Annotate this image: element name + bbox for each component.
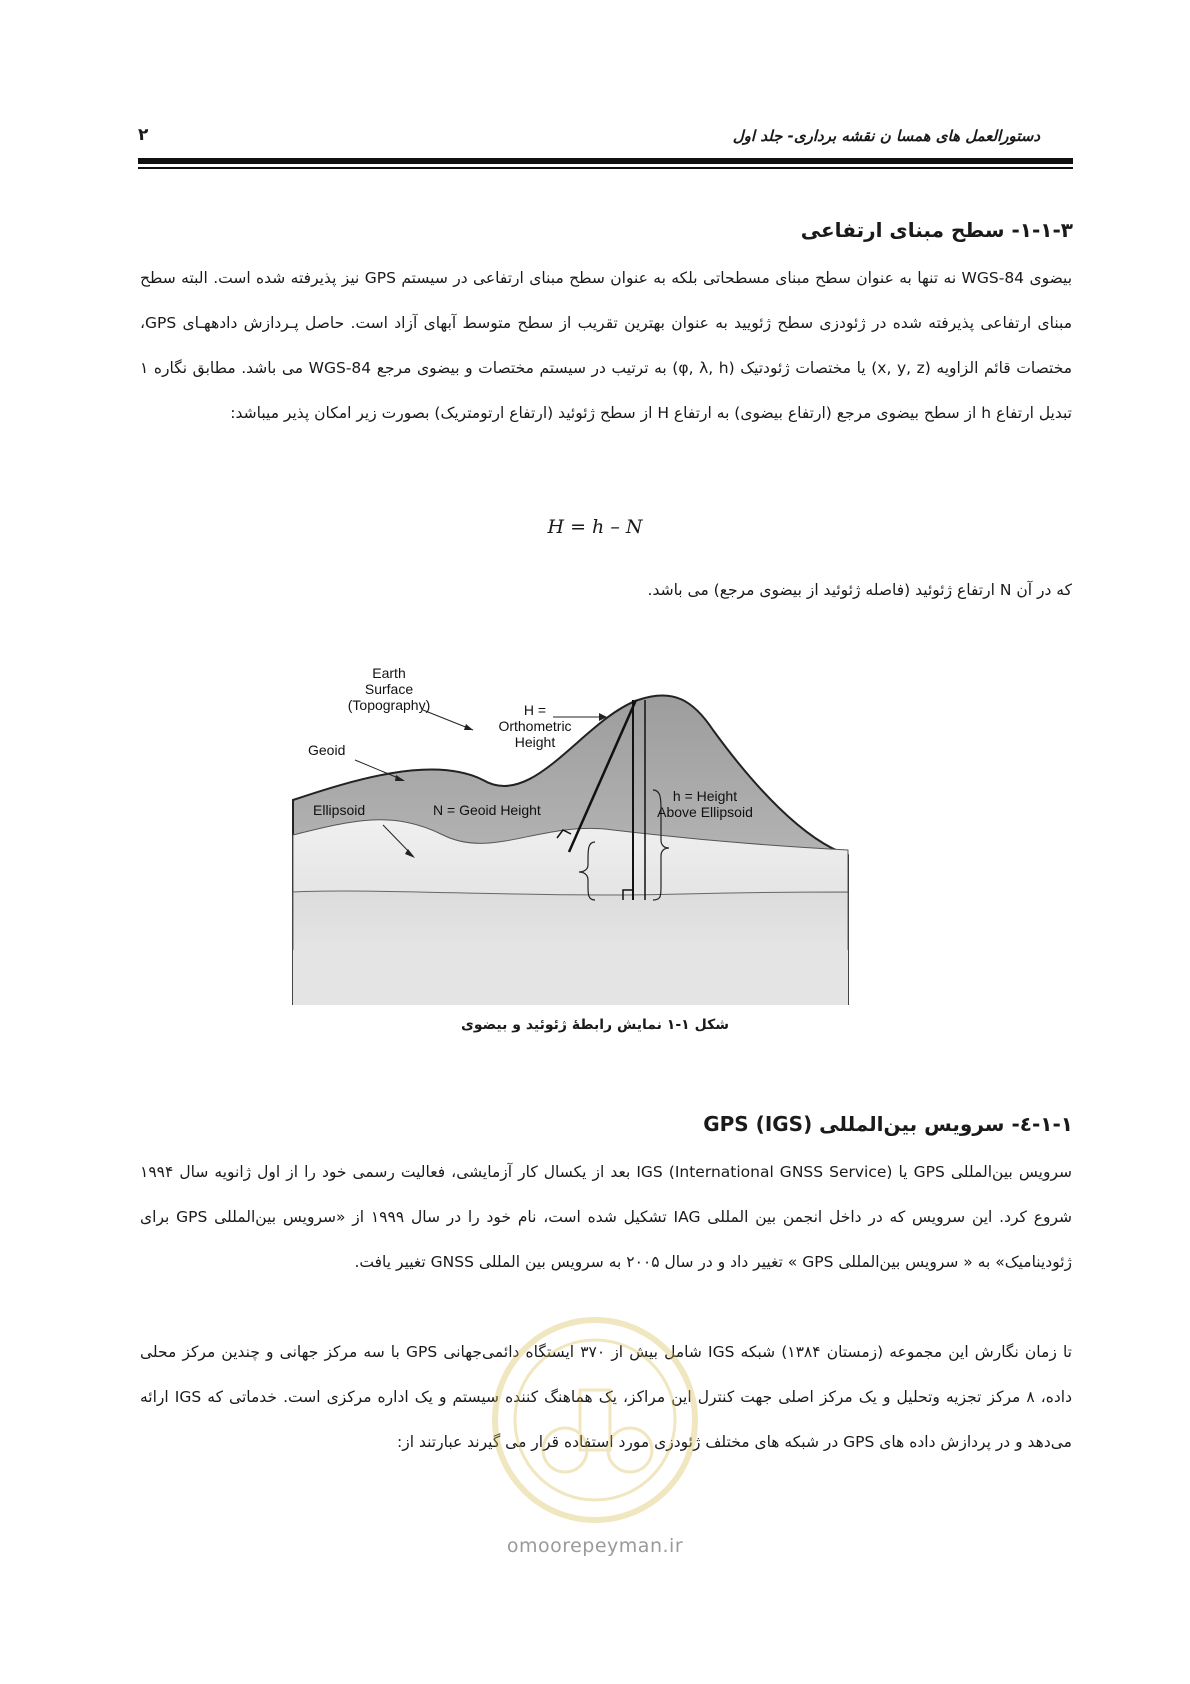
header-rule-thick xyxy=(138,158,1073,164)
geoid-ellipsoid-diagram xyxy=(283,660,880,1005)
section-heading-igs: ۱-۱-٤- سرویس بین‌المللی GPS (IGS) xyxy=(703,1112,1073,1136)
label-orthometric: Orthometric xyxy=(498,718,572,734)
section1-paragraph: بیضوی WGS-84 نه تنها به عنوان سطح مبنای مسطحاتی بلکه به عنوان سطح مبنای ارتفاعی در سیستم GPS نیز پذیرفته شده است. البته سطح مبنای ارتفاعی پذیرفته شده در ژئودزی سطح ژئویید به عنوان بهترین تقریب از سطح متوسط آبهای آزاد است. حاصل پـردازش دادههـای GPS، مختصات قائم الزاویه (x, y, z) یا مختصات ژئودتیک (φ, λ, h) به ترتیب در سیستم مختصات و بیضوی مرجع WGS-84 می باشد. مطابق نگاره ۱ تبدیل ارتفاع h از سطح بیضوی مرجع (ارتفاع بیضوی) به ارتفاع H از سطح ژئوئید (ارتفاع ارتومتریک) بصورت زیر امکان پذیر میباشد: xyxy=(140,269,1073,422)
label-height: Height xyxy=(514,734,556,750)
label-ellipsoid: Ellipsoid xyxy=(313,802,366,818)
label-surface: Surface xyxy=(364,681,414,697)
label-h-equals: H = xyxy=(523,702,547,718)
label-geoid-height: N = Geoid Height xyxy=(433,802,541,818)
label-above-ellipsoid: Above Ellipsoid xyxy=(657,804,753,820)
header-rule-thin xyxy=(138,167,1073,169)
page-number: ۲ xyxy=(138,125,149,145)
formula-explanation: که در آن N ارتفاع ژئوئید (فاصله ژئوئید از بیضوی مرجع) می باشد. xyxy=(647,581,1072,599)
watermark-site-text: omoorepeyman.ir xyxy=(506,1535,684,1557)
section2-paragraph-2: تا زمان نگارش این مجموعه (زمستان ۱۳۸۴) شبکه IGS شامل بیش از ۳۷۰ ایستگاه دائمی‌جهانی GPS با سه مرکز جهانی و چندین مرکز محلی داده، ۸ مرکز تجزیه وتحلیل و یک مرکز اصلی جهت کنترل این مراکز، یک هماهنگ کننده سیستم و یک اداره مرکزی است. خدماتی که IGS ارائه می‌دهد و در پردازش داده های GPS در شبکه های مختلف ژئودزی مورد استفاده قرار می گیرند عبارتند از: xyxy=(140,1343,1073,1451)
section2-paragraph-1: سرویس بین‌المللی GPS یا IGS (International GNSS Service) بعد از یکسال کار آزمایشی، فعالیت رسمی خود را از اول ژانویه سال ۱۹۹۴ شروع کرد. این سرویس که در داخل انجمن بین المللی IAG تشکیل شده است، نام خود را در سال ۱۹۹۹ از «سرویس بین‌المللی GPS برای ژئودینامیک» به « سرویس بین‌المللی GPS » تغییر داد و در سال ۲۰۰۵ به سرویس بین المللی GNSS تغییر یافت. xyxy=(140,1163,1072,1271)
label-geoid: Geoid xyxy=(308,742,346,758)
label-h-height: h = Height xyxy=(672,788,738,804)
orthometric-height-formula: H = h – N xyxy=(547,516,643,538)
label-earth: Earth xyxy=(372,665,406,681)
running-header-title: دستورالعمل های همسا ن نقشه برداری- جلد اول xyxy=(732,127,1040,145)
label-topography: (Topography) xyxy=(347,697,431,713)
section-heading-elevation-datum: ۱-۱-۳- سطح مبنای ارتفاعی xyxy=(800,218,1073,242)
figure-caption: شکل ۱-۱ نمایش رابطهٔ ژئوئید و بیضوی xyxy=(461,1017,729,1033)
